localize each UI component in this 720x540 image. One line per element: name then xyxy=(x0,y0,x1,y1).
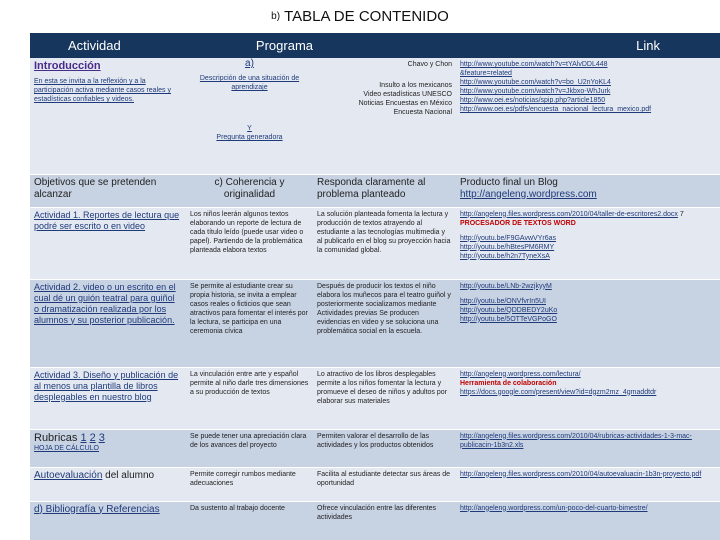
row-bibliography xyxy=(30,501,720,540)
intro-link[interactable]: http://www.oei.es/pdfs/encuesta_nacional_lectura_mexico.pdf xyxy=(460,106,652,113)
act2-program: Se permite al estudiante crear su propia historia, se invita a emplear casos reales o ficticios que sean atractivos para fomentar el interés por la lectura, se participa en una ceremonia cívica xyxy=(186,279,313,367)
intro-description: En esta se invita a la reflexión y a la participación activa mediante casos reales y estadísticas confiables y videos. xyxy=(34,78,171,103)
intro-title[interactable]: Introducción xyxy=(34,60,101,72)
page-title xyxy=(0,8,720,30)
rubric-cell xyxy=(30,429,186,467)
row-intro xyxy=(30,58,720,174)
selfeval-link[interactable]: http://angeleng.files.wordpress.com/2010/04/autoevaluacin-1b3n-proyecto.pdf xyxy=(456,467,720,501)
row-selfeval xyxy=(30,467,720,501)
title-text: TABLA DE CONTENIDO xyxy=(284,8,449,25)
act2-links-cell xyxy=(456,279,720,367)
act1-link-doc[interactable]: http://angeleng.files.wordpress.com/2010/04/taller-de-escritores2.docx xyxy=(460,210,678,218)
act3-activity[interactable]: Actividad 3. Diseño y publicación de al menos una plantilla de libros desplegables en nuestro blog xyxy=(30,367,186,429)
act3-tool: Herramienta de colaboración xyxy=(460,379,557,387)
content-table xyxy=(30,33,720,540)
header-spacer xyxy=(313,33,456,58)
header-program: Programa xyxy=(186,33,313,58)
header-row xyxy=(30,33,720,58)
act2-activity[interactable]: Actividad 2. video o un escrito en el cual dé un guión teatral para guiñol o dramatización realizada por los alumnos y su posterior publicación. xyxy=(30,279,186,367)
intro-source: Video estadísticas UNESCO xyxy=(363,91,452,98)
header-activity: Actividad xyxy=(30,33,186,58)
intro-link[interactable]: http://www.youtube.com/watch?v=tYAlvDDL448 xyxy=(460,61,608,68)
objectives-product-link[interactable]: http://angeleng.wordpress.com xyxy=(460,188,597,200)
act1-link-suffix: 7 xyxy=(679,210,684,218)
row-activity-3 xyxy=(30,367,720,429)
row-activity-2 xyxy=(30,279,720,367)
rubric-label: Rubricas xyxy=(34,431,78,444)
act1-activity[interactable]: Actividad 1. Reportes de lectura que podré ser escrito o en video xyxy=(30,207,186,279)
row-objectives xyxy=(30,174,720,207)
act1-links-cell xyxy=(456,207,720,279)
selfeval-program: Permite corregir rumbos mediante adecuaciones xyxy=(186,467,313,501)
rubric-program: Se puede tener una apreciación clara de los avances del proyecto xyxy=(186,429,313,467)
act3-blog-link[interactable]: http://angeleng.wordpress.com/lectura/ xyxy=(460,370,581,378)
intro-sources-cell xyxy=(313,58,456,174)
title-prefix: b) xyxy=(271,11,281,22)
objectives-product-cell xyxy=(456,174,720,207)
intro-source: Chavo y Chon xyxy=(407,61,452,68)
row-rubrics xyxy=(30,429,720,467)
biblio-program: Da sustento al trabajo docente xyxy=(186,501,313,540)
intro-source: Noticias Encuestas en México xyxy=(358,100,452,107)
biblio-link[interactable]: http://angeleng.wordpress.com/un-poco-del-cuarto-bimestre/ xyxy=(456,501,720,540)
rubric-link-3[interactable]: 3 xyxy=(98,431,105,444)
intro-source: Encuesta Nacional xyxy=(393,109,452,116)
objectives-product: Producto final un Blog xyxy=(460,176,558,188)
act3-program: La vinculación entre arte y español permite al niño darle tres dimensiones a su producción de textos xyxy=(186,367,313,429)
intro-program-cell xyxy=(186,58,313,174)
objectives-activity: Objetivos que se pretenden alcanzar xyxy=(30,174,186,207)
intro-link[interactable]: &feature=related xyxy=(460,70,512,77)
objectives-answer: Responda claramente al problema planteado xyxy=(313,174,456,207)
act1-program: Los niños leerán algunos textos elaborando un reporte de lectura de cada título leído (puede usar video o papel). Partiendo de la problemática planteada elabora textos xyxy=(186,207,313,279)
biblio-solution: Ofrece vinculación entre las diferentes actividades xyxy=(313,501,456,540)
objectives-program: c) Coherencia y originalidad xyxy=(186,174,313,207)
intro-activity-cell xyxy=(30,58,186,174)
act2-video-link[interactable]: http://youtu.be/ONVfvrIn5UI xyxy=(460,297,546,305)
intro-link[interactable]: http://www.youtube.com/watch?v=Jkbxo-WhJurk xyxy=(460,88,611,95)
act3-solution: Lo atractivo de los libros desplegables permite a los niños fomentar la lectura y promueve el deseo de niños y adultos por elaborar sus materiales xyxy=(313,367,456,429)
act1-processor: PROCESADOR DE TEXTOS WORD xyxy=(460,219,576,227)
row-activity-1 xyxy=(30,207,720,279)
rubric-link[interactable]: http://angeleng.files.wordpress.com/2010/04/rubricas-actividades-1-3-mac-publicacin-1b3n2.xls xyxy=(456,429,720,467)
rubric-link-2[interactable]: 2 xyxy=(89,431,96,444)
intro-y: Y xyxy=(247,125,252,132)
act3-docs-link[interactable]: https://docs.google.com/present/view?id=dgzm2mz_4gmaddtdr xyxy=(460,388,657,396)
intro-letter: a) xyxy=(245,58,254,69)
act3-links-cell xyxy=(456,367,720,429)
intro-link[interactable]: http://www.youtube.com/watch?v=bo_U2nYoKL4 xyxy=(460,79,611,86)
intro-links-cell xyxy=(456,58,720,174)
act2-video-link[interactable]: http://youtu.be/QDDBEDY2uKo xyxy=(460,306,558,314)
selfeval-solution: Facilita al estudiante detectar sus áreas de oportunidad xyxy=(313,467,456,501)
rubric-sheet[interactable]: HOJA DE CÁLCULO xyxy=(34,444,99,452)
intro-link[interactable]: http://www.oei.es/noticias/spip.php?article1850 xyxy=(460,97,606,104)
act1-video-link[interactable]: http://youtu.be/hBtesPM6RMY xyxy=(460,243,555,251)
act1-video-link[interactable]: http://youtu.be/F9GAvwVYr6as xyxy=(460,234,556,242)
selfeval-suffix: del alumno xyxy=(105,469,155,481)
selfeval-link-label[interactable]: Autoevaluación xyxy=(34,469,103,481)
act2-video-link[interactable]: http://youtu.be/5OTTeVGPoGO xyxy=(460,315,557,323)
act1-video-link[interactable]: http://youtu.be/h2n7TyneXsA xyxy=(460,252,550,260)
header-link: Link xyxy=(456,33,720,58)
biblio-label[interactable]: d) Bibliografía y Referencias xyxy=(30,501,186,540)
act2-solution: Después de producir los textos el niño elabora los muñecos para el teatro guiñol y posteriormente socializamos mediante Actividades previas Se producen evidencias en video y se soluciona una problemática social en la escuela. xyxy=(313,279,456,367)
intro-source: Insulto a los mexicanos xyxy=(379,82,452,89)
act1-solution: La solución planteada fomenta la lectura y producción de textos atrayendo al estudiante a las tecnologías multimedia y al publicarlo en el blog su proyección hacia la comunidad global. xyxy=(313,207,456,279)
intro-question[interactable]: Pregunta generadora xyxy=(216,134,283,141)
rubric-solution: Permiten valorar el desarrollo de las actividades y los productos obtenidos xyxy=(313,429,456,467)
rubric-link-1[interactable]: 1 xyxy=(80,431,87,444)
selfeval-cell xyxy=(30,467,186,501)
act2-video-link[interactable]: http://youtu.be/LNb-2wzjkyyM xyxy=(460,282,552,290)
intro-situation[interactable]: Descripción de una situación de aprendizaje xyxy=(199,75,300,91)
